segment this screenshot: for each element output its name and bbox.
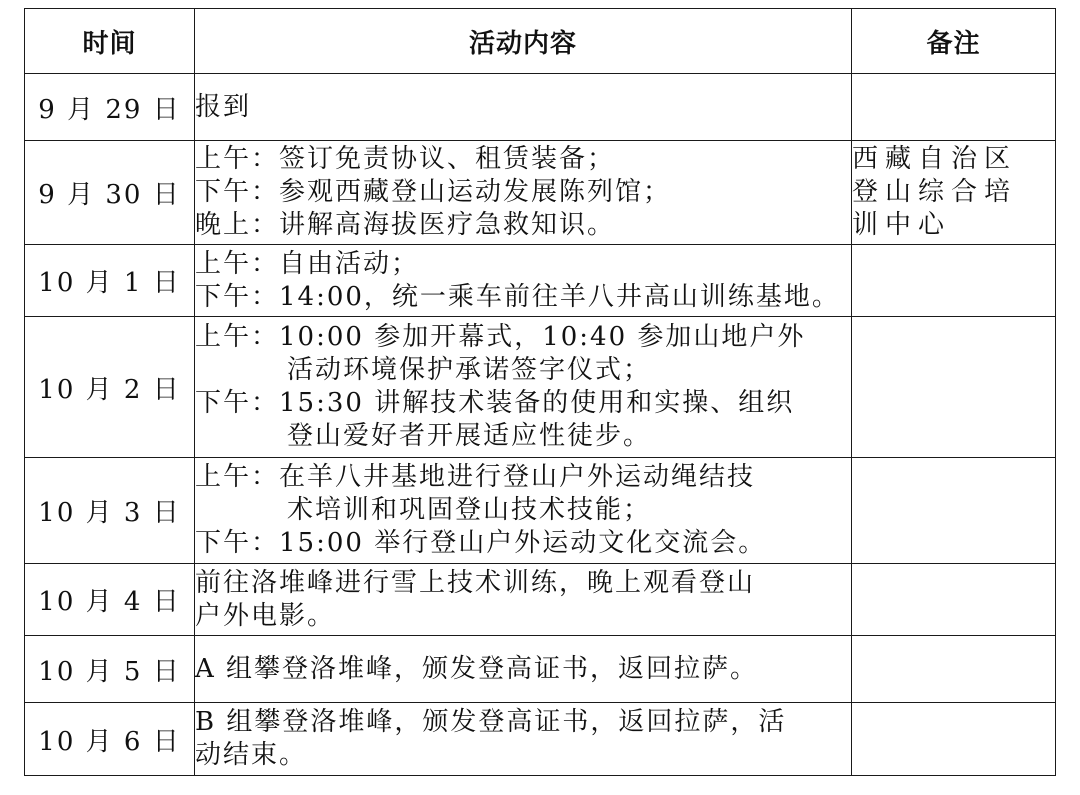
content-line: 下午：14:00，统一乘车前往羊八井高山训练基地。 bbox=[195, 281, 840, 312]
date-cell: 10 月 4 日 bbox=[25, 564, 195, 636]
date-cell: 10 月 6 日 bbox=[25, 703, 195, 776]
content-line: 户外电影。 bbox=[195, 600, 336, 631]
content-line: 下午：15:00 举行登山户外运动文化交流会。 bbox=[195, 528, 767, 558]
content-line: 下午：15:30 讲解技术装备的使用和实操、组织 bbox=[195, 388, 795, 418]
table-row bbox=[25, 636, 1056, 703]
content-line: 术培训和巩固登山技术技能； bbox=[287, 495, 652, 525]
date-cell: 10 月 1 日 bbox=[25, 245, 195, 317]
content-line: 上午：自由活动； bbox=[195, 248, 420, 279]
note-cell bbox=[852, 458, 1056, 564]
header-row bbox=[25, 9, 1056, 74]
content-line: B 组攀登洛堆峰，颁发登高证书，返回拉萨，活 bbox=[195, 707, 787, 737]
content-line: A 组攀登洛堆峰，颁发登高证书，返回拉萨。 bbox=[195, 653, 759, 684]
content-cell bbox=[195, 74, 852, 141]
note-line: 训中心 bbox=[852, 210, 952, 240]
table-row bbox=[25, 141, 1056, 245]
note-line: 登山综合培 bbox=[852, 177, 1018, 207]
note-cell bbox=[852, 74, 1056, 141]
table-row bbox=[25, 703, 1056, 776]
note-cell bbox=[852, 703, 1056, 776]
note-cell bbox=[852, 141, 1056, 245]
content-line: 动结束。 bbox=[195, 740, 308, 770]
header-content: 活动内容 bbox=[195, 9, 852, 74]
content-cell bbox=[195, 141, 852, 245]
note-cell bbox=[852, 636, 1056, 703]
schedule-table bbox=[24, 8, 1056, 776]
note-cell bbox=[852, 245, 1056, 317]
table-row bbox=[25, 74, 1056, 141]
content-cell bbox=[195, 564, 852, 636]
header-time: 时间 bbox=[25, 9, 195, 74]
content-line: 活动环境保护承诺签字仪式； bbox=[287, 355, 652, 385]
note-cell bbox=[852, 317, 1056, 458]
content-line: 上午：10:00 参加开幕式，10:40 参加山地户外 bbox=[195, 322, 806, 352]
table-row bbox=[25, 317, 1056, 458]
content-line: 上午：在羊八井基地进行登山户外运动绳结技 bbox=[195, 462, 756, 492]
content-line: 晚上：讲解高海拔医疗急救知识。 bbox=[195, 210, 616, 240]
content-cell bbox=[195, 636, 852, 703]
note-cell bbox=[852, 564, 1056, 636]
note-line: 西藏自治区 bbox=[852, 144, 1018, 174]
header-note: 备注 bbox=[852, 9, 1056, 74]
table-row bbox=[25, 245, 1056, 317]
content-cell bbox=[195, 245, 852, 317]
content-line: 报到 bbox=[195, 91, 252, 122]
content-line: 下午：参观西藏登山运动发展陈列馆； bbox=[195, 177, 672, 207]
content-line: 上午：签订免责协议、租赁装备； bbox=[195, 144, 616, 174]
table-row bbox=[25, 458, 1056, 564]
date-cell: 10 月 5 日 bbox=[25, 636, 195, 703]
date-cell: 9 月 29 日 bbox=[25, 74, 195, 141]
table-row bbox=[25, 564, 1056, 636]
content-cell bbox=[195, 703, 852, 776]
date-cell: 10 月 2 日 bbox=[25, 317, 195, 458]
content-line: 登山爱好者开展适应性徒步。 bbox=[287, 421, 652, 451]
content-line: 前往洛堆峰进行雪上技术训练，晚上观看登山 bbox=[195, 567, 756, 598]
content-cell bbox=[195, 317, 852, 458]
date-cell: 10 月 3 日 bbox=[25, 458, 195, 564]
content-cell bbox=[195, 458, 852, 564]
date-cell: 9 月 30 日 bbox=[25, 141, 195, 245]
